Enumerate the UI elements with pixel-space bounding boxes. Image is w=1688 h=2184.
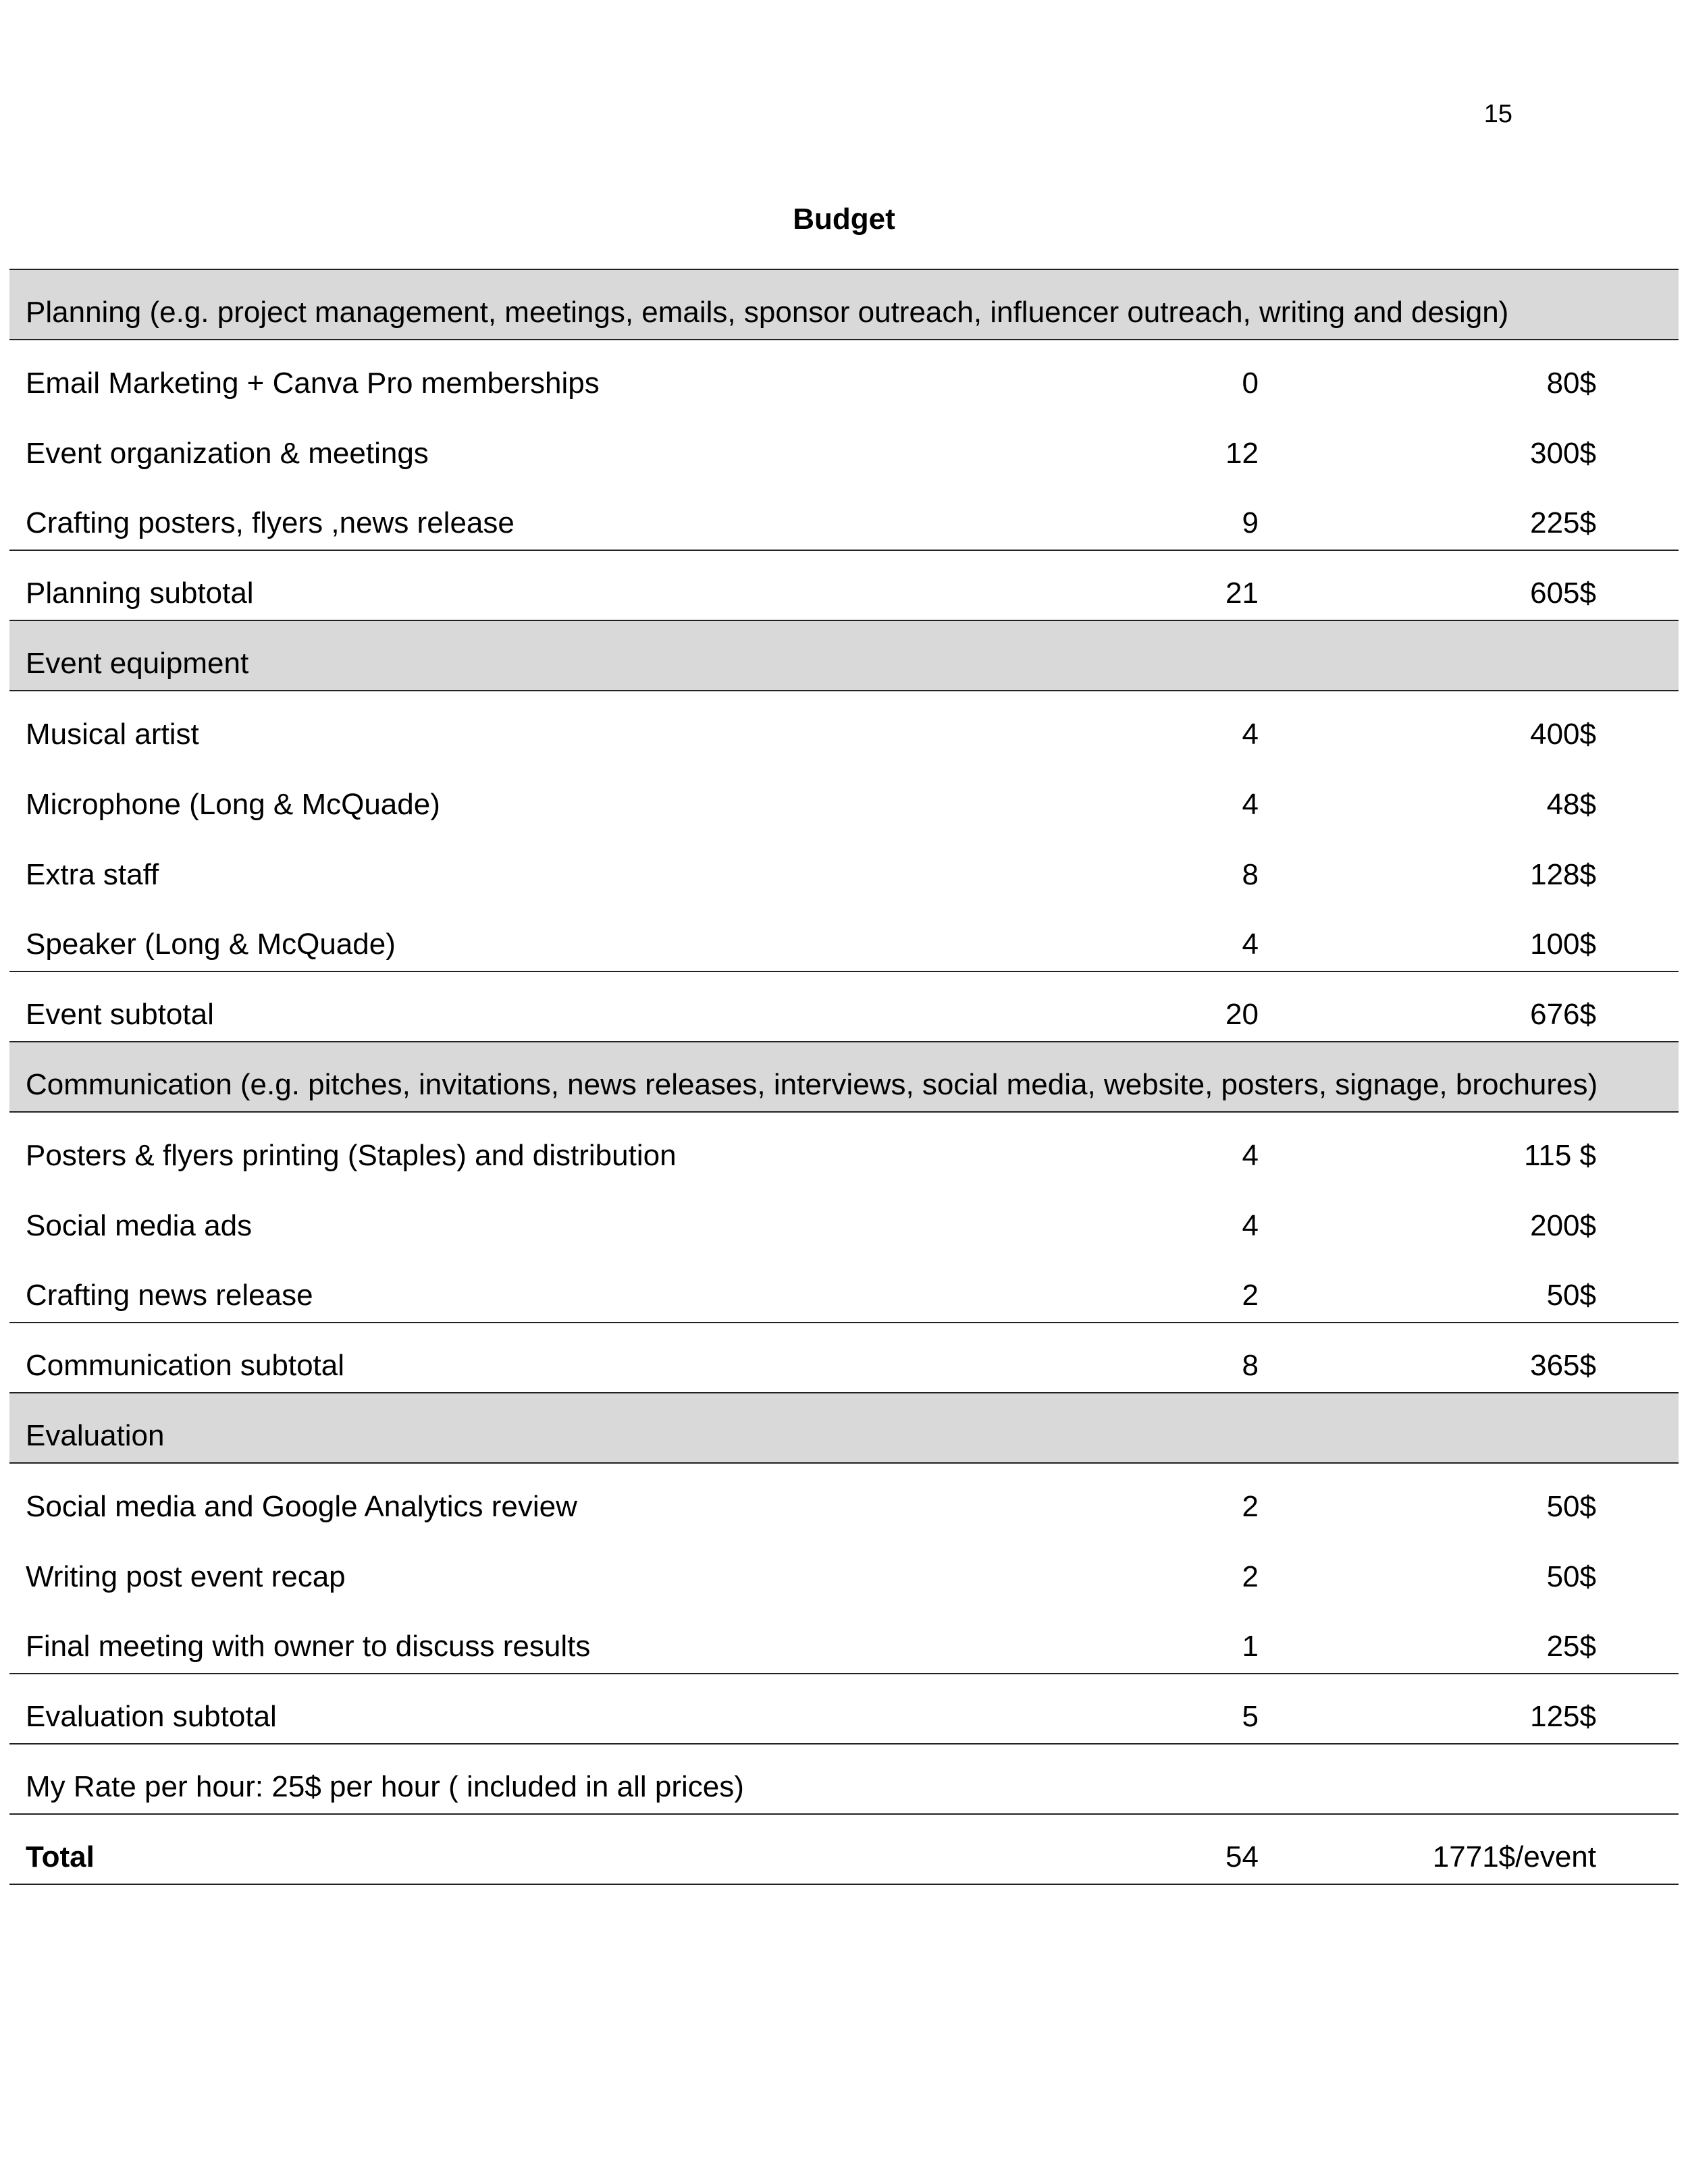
subtotal-label: Communication subtotal <box>9 1323 1063 1393</box>
item-label: Musical artist <box>26 718 199 751</box>
item-cost: 300$ <box>1530 437 1596 470</box>
subtotal-cost: 676$ <box>1259 971 1596 1042</box>
item-label: Posters & flyers printing (Staples) and distribution <box>26 1139 677 1172</box>
table-row <box>9 1603 1679 1674</box>
subtotal-row-event <box>9 971 1679 1042</box>
item-hours: 2 <box>1242 1279 1259 1312</box>
subtotal-row-evaluation <box>9 1674 1679 1744</box>
item-label: Email Marketing + Canva Pro memberships <box>26 367 600 400</box>
item-hours: 2 <box>1242 1490 1259 1523</box>
item-label: Writing post event recap <box>26 1560 346 1593</box>
section-header-label: Planning (e.g. project management, meetings, emails, sponsor outreach, influencer outreach, writing and design) <box>9 269 1679 340</box>
item-cost: 225$ <box>1530 506 1596 539</box>
subtotal-hours: 20 <box>1063 971 1259 1042</box>
section-header-planning <box>9 269 1679 340</box>
item-label: Microphone (Long & McQuade) <box>26 788 440 821</box>
subtotal-hours: 5 <box>1063 1674 1259 1744</box>
total-label: Total <box>9 1814 1063 1884</box>
page-title: Budget <box>793 203 895 236</box>
table-row <box>9 340 1679 410</box>
table-row <box>9 1182 1679 1252</box>
item-hours: 4 <box>1242 718 1259 751</box>
subtotal-cost: 125$ <box>1259 1674 1596 1744</box>
subtotal-cost: 365$ <box>1259 1323 1596 1393</box>
subtotal-cost: 605$ <box>1259 550 1596 620</box>
section-header-label: Event equipment <box>9 620 1679 691</box>
item-hours: 4 <box>1242 928 1259 961</box>
item-cost: 50$ <box>1546 1279 1596 1312</box>
item-cost: 115 $ <box>1524 1139 1596 1172</box>
subtotal-hours: 8 <box>1063 1323 1259 1393</box>
subtotal-label: Evaluation subtotal <box>9 1674 1063 1744</box>
item-cost: 80$ <box>1546 367 1596 400</box>
item-cost: 50$ <box>1546 1560 1596 1593</box>
item-label: Social media and Google Analytics review <box>26 1490 577 1523</box>
item-hours: 4 <box>1242 788 1259 821</box>
rate-note: My Rate per hour: 25$ per hour ( included in all prices) <box>9 1744 1679 1814</box>
item-label: Event organization & meetings <box>26 437 429 470</box>
subtotal-hours: 21 <box>1063 550 1259 620</box>
item-cost: 128$ <box>1530 858 1596 891</box>
section-header-event-equipment <box>9 620 1679 691</box>
item-hours: 0 <box>1242 367 1259 400</box>
table-row <box>9 480 1679 550</box>
item-cost: 25$ <box>1546 1630 1596 1663</box>
subtotal-label: Event subtotal <box>9 971 1063 1042</box>
section-header-label: Communication (e.g. pitches, invitations, news releases, interviews, social media, website, posters, signage, brochures) <box>9 1042 1679 1112</box>
total-hours: 54 <box>1063 1814 1259 1884</box>
item-label: Speaker (Long & McQuade) <box>26 928 396 961</box>
table-row <box>9 1252 1679 1323</box>
table-row <box>9 1533 1679 1603</box>
page-number: 15 <box>1483 100 1512 128</box>
table-row <box>9 901 1679 971</box>
item-hours: 12 <box>1225 437 1259 470</box>
item-cost: 200$ <box>1530 1209 1596 1242</box>
table-row <box>9 761 1679 831</box>
item-label: Crafting news release <box>26 1279 313 1312</box>
subtotal-label: Planning subtotal <box>9 550 1063 620</box>
item-cost: 50$ <box>1546 1490 1596 1523</box>
item-hours: 1 <box>1242 1630 1259 1663</box>
total-row <box>9 1814 1679 1884</box>
section-header-label: Evaluation <box>9 1393 1679 1463</box>
table-row <box>9 831 1679 901</box>
item-hours: 9 <box>1242 506 1259 539</box>
subtotal-row-planning <box>9 550 1679 620</box>
item-cost: 48$ <box>1546 788 1596 821</box>
item-hours: 2 <box>1242 1560 1259 1593</box>
rate-note-row <box>9 1744 1679 1814</box>
item-label: Final meeting with owner to discuss results <box>26 1630 591 1663</box>
section-header-evaluation <box>9 1393 1679 1463</box>
item-label: Crafting posters, flyers ,news release <box>26 506 515 539</box>
table-row <box>9 691 1679 761</box>
table-row <box>9 1463 1679 1533</box>
item-cost: 100$ <box>1530 928 1596 961</box>
table-row <box>9 410 1679 480</box>
section-header-communication <box>9 1042 1679 1112</box>
budget-table <box>9 269 1679 1885</box>
item-label: Social media ads <box>26 1209 253 1242</box>
item-label: Extra staff <box>26 858 159 891</box>
item-hours: 4 <box>1242 1209 1259 1242</box>
item-hours: 8 <box>1242 858 1259 891</box>
item-hours: 4 <box>1242 1139 1259 1172</box>
item-cost: 400$ <box>1530 718 1596 751</box>
table-row <box>9 1112 1679 1182</box>
subtotal-row-communication <box>9 1323 1679 1393</box>
total-cost: 1771$/event <box>1259 1814 1596 1884</box>
